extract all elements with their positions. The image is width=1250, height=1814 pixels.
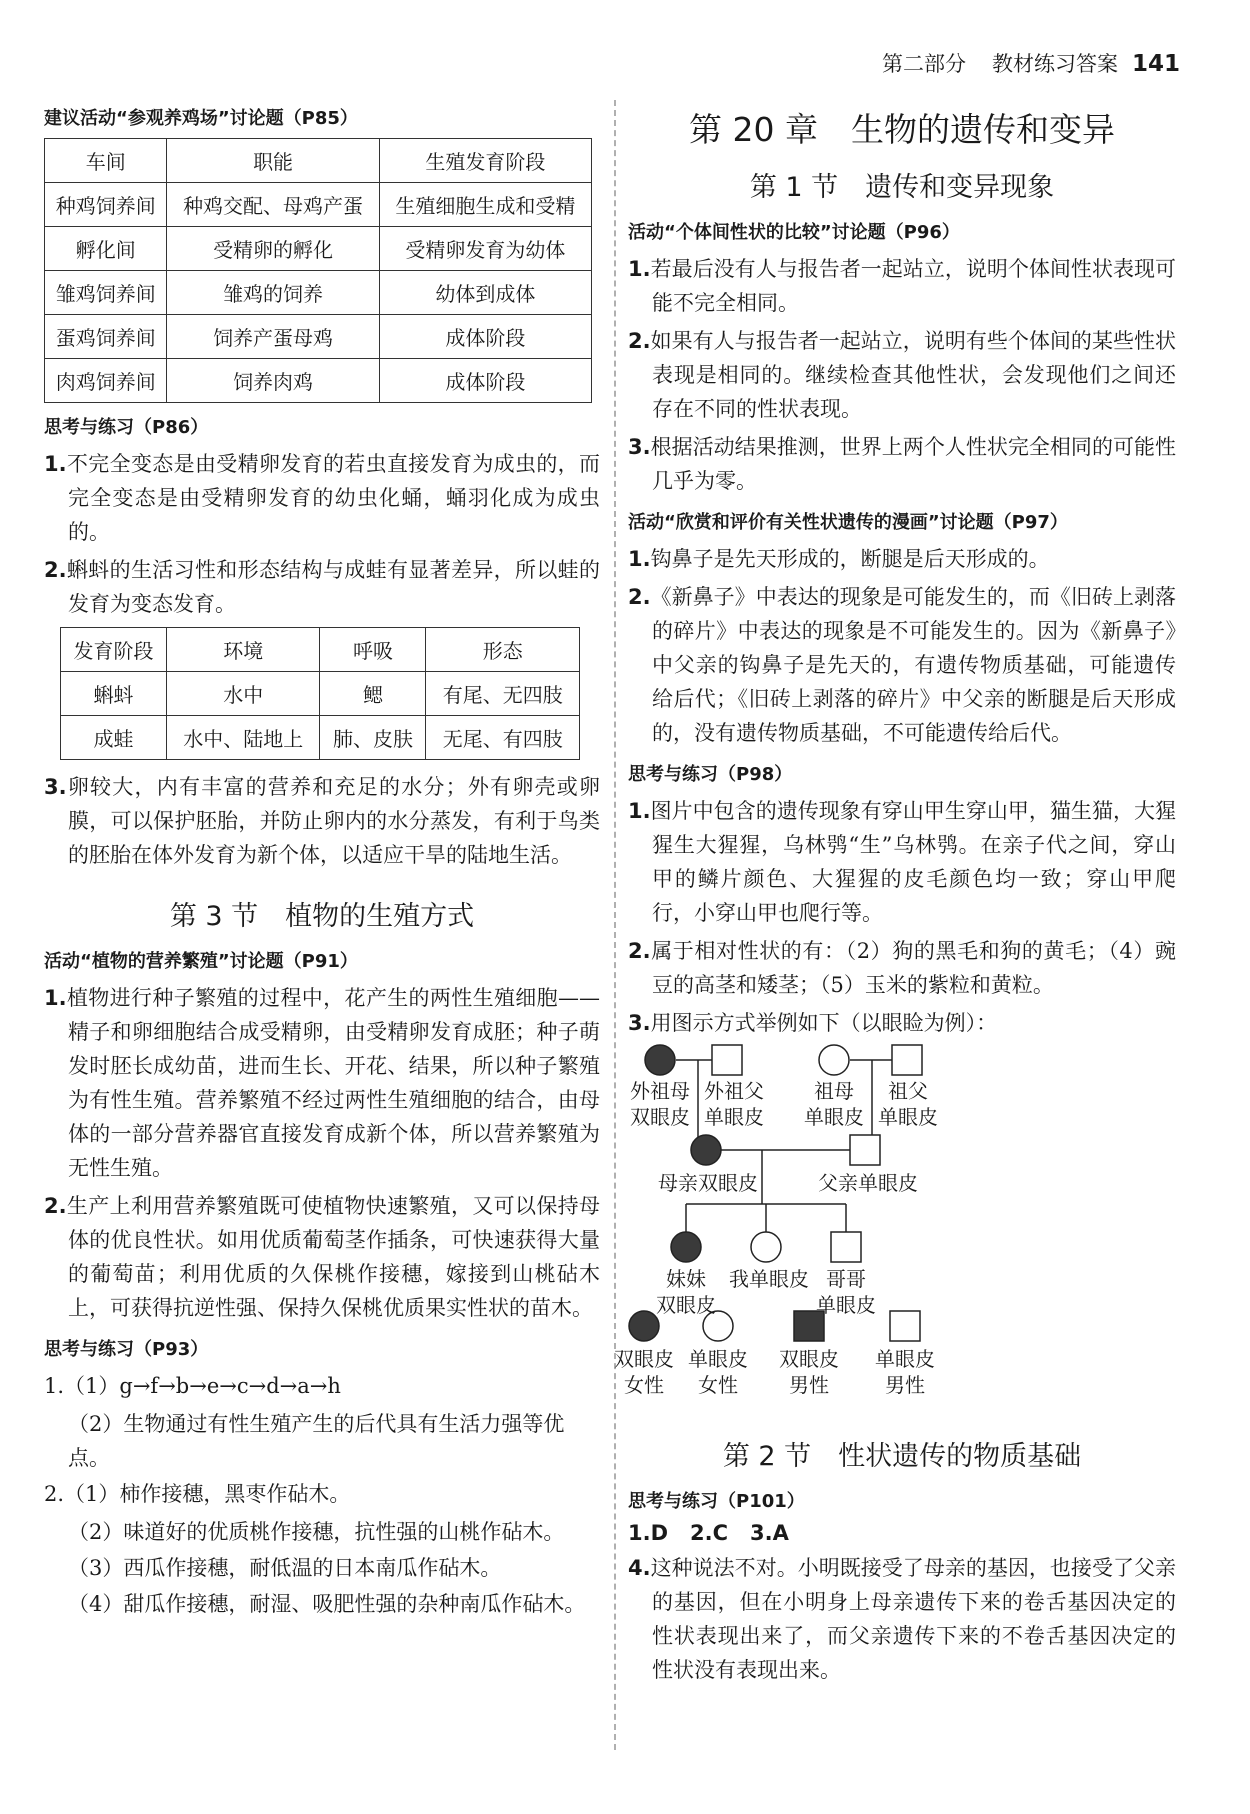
item-number: 1.	[628, 547, 651, 571]
section-title: 第 3 节 植物的生殖方式	[169, 901, 475, 932]
table-cell: 雏鸡饲养间	[45, 271, 167, 315]
table-cell: 无尾、有四肢	[426, 716, 580, 760]
left-column	[44, 100, 600, 1623]
item-text: 不完全变态是由受精卵发育的若虫直接发育为成虫的，而完全变态是由受精卵发育的幼虫化蛹，蛹羽化成为成虫的。	[66, 452, 600, 544]
legend-label: 单眼皮 男性	[875, 1347, 935, 1397]
item-text: 属于相对性状的有：（2）狗的黑毛和狗的黄毛；（4）豌豆的高茎和矮茎；（5）玉米的紫粒和黄粒。	[650, 939, 1176, 997]
item-number: 3.	[44, 775, 67, 799]
mother-symbol	[691, 1135, 721, 1165]
table-cell: 肺、皮肤	[320, 716, 426, 760]
table-cell: 成体阶段	[379, 315, 591, 359]
brother-symbol	[831, 1232, 861, 1262]
answer-item	[44, 981, 600, 1185]
answer-item	[44, 447, 600, 549]
table-cell: 蛋鸡饲养间	[45, 315, 167, 359]
multiple-choice-answers	[628, 1521, 1176, 1545]
table-row	[45, 227, 592, 271]
item-number: 3.	[628, 435, 651, 459]
maternal-grandfather-label: 外祖父 单眼皮	[704, 1079, 764, 1129]
table-cell: 鳃	[320, 672, 426, 716]
father-symbol	[850, 1135, 880, 1165]
header-subtitle: 教材练习答案	[991, 52, 1118, 76]
item-number: 4.	[628, 1556, 651, 1580]
answer-item: 2.（1）柿作接穗，黑枣作砧木。	[44, 1482, 351, 1506]
table-row	[45, 183, 592, 227]
sister-symbol	[671, 1232, 701, 1262]
item-text: 图片中包含的遗传现象有穿山甲生穿山甲，猫生猫，大猩猩生大猩猩，乌林鸮“生”乌林鸮。在亲子代之间，穿山甲的鳞片颜色、大猩猩的皮毛颜色均一致；穿山甲爬行，小穿山甲也爬行等。	[650, 799, 1176, 925]
mother-label: 母亲双眼皮	[658, 1171, 758, 1195]
table-row	[61, 672, 580, 716]
item-number: 1.	[44, 986, 67, 1010]
item-text: 生产上利用营养繁殖既可使植物快速繁殖，又可以保持母体的优良性状。如用优质葡萄茎作插条，可快速获得大量的葡萄苗；利用优质的久保桃作接穗，嫁接到山桃砧木上，可获得抗逆性强、保持久保桃优质果实性状的苗木。	[66, 1194, 600, 1320]
activity-heading: 活动“个体间性状的比较”讨论题（P96）	[628, 222, 960, 243]
section-title: 第 2 节 性状遗传的物质基础	[722, 1441, 1082, 1472]
column-divider	[614, 100, 616, 1750]
answer-item	[44, 770, 600, 872]
maternal-grandfather-symbol	[712, 1045, 742, 1075]
paternal-grandmother-label: 祖母 单眼皮	[804, 1079, 864, 1129]
pedigree-diagram	[614, 1044, 1176, 1424]
answer-item: 1.（1）g→f→b→e→c→d→a→h	[44, 1374, 341, 1398]
legend-single-male-symbol	[890, 1311, 920, 1341]
item-text: 用图示方式举例如下（以眼睑为例）：	[650, 1011, 998, 1035]
item-number: 2.	[628, 585, 651, 609]
item-text: 卵较大，内有丰富的营养和充足的水分；外有卵壳或卵膜，可以保护胚胎，并防止卵内的水分蒸发，有利于鸟类的胚胎在体外发育为新个体，以适应干旱的陆地生活。	[66, 775, 600, 867]
table-header-cell: 车间	[45, 139, 167, 183]
answer-sub-item: （2）味道好的优质桃作接穗，抗性强的山桃作砧木。	[68, 1520, 565, 1544]
section-title: 第 1 节 遗传和变异现象	[749, 172, 1055, 203]
table-cell: 种鸡饲养间	[45, 183, 167, 227]
legend-label: 单眼皮 女性	[688, 1347, 748, 1397]
table-cell: 成蛙	[61, 716, 167, 760]
answer-item	[628, 430, 1176, 498]
item-text: 《新鼻子》中表达的现象是可能发生的，而《旧砖上剥落的碎片》中表达的现象是不可能发生的。因为《新鼻子》中父亲的钩鼻子是先天的，有遗传物质基础，可能遗传给后代；《旧砖上剥落的碎片》中父亲的断腿是后天形成的，没有遗传物质基础，不可能遗传给后代。	[650, 585, 1176, 745]
table-row	[45, 315, 592, 359]
answer-item	[628, 542, 1176, 576]
table-cell: 生殖细胞生成和受精	[379, 183, 591, 227]
paternal-grandfather-symbol	[892, 1045, 922, 1075]
table-row	[45, 359, 592, 403]
answer-item	[628, 1006, 1176, 1040]
chicken-farm-table	[44, 138, 592, 403]
item-text: 若最后没有人与报告者一起站立，说明个体间性状表现可能不完全相同。	[650, 257, 1176, 315]
answer-sub-item: （3）西瓜作接穗，耐低温的日本南瓜作砧木。	[68, 1556, 502, 1580]
table-cell: 水中	[166, 672, 320, 716]
legend-label: 双眼皮 男性	[779, 1347, 839, 1397]
item-number: 2.	[628, 939, 651, 963]
father-label: 父亲单眼皮	[818, 1171, 918, 1195]
item-number: 2.	[44, 558, 67, 582]
table-header-row	[45, 139, 592, 183]
item-number: 2.	[44, 1194, 67, 1218]
header-section: 第二部分	[881, 52, 966, 76]
chapter-title: 第 20 章 生物的遗传和变异	[689, 110, 1115, 149]
item-text: 根据活动结果推测，世界上两个人性状完全相同的可能性几乎为零。	[650, 435, 1176, 493]
answer-item	[628, 934, 1176, 1002]
table-header-cell: 发育阶段	[61, 628, 167, 672]
table-cell: 孵化间	[45, 227, 167, 271]
item-number: 1.	[44, 452, 67, 476]
item-text: 钩鼻子是先天形成的，断腿是后天形成的。	[650, 547, 1050, 571]
sister-label: 妹妹 双眼皮	[656, 1267, 716, 1317]
table-row	[61, 716, 580, 760]
answer-item	[628, 1551, 1176, 1687]
exercise-heading: 思考与练习（P98）	[628, 764, 793, 785]
exercise-heading: 思考与练习（P101）	[628, 1491, 805, 1512]
page-number: 141	[1131, 51, 1180, 77]
answer-item	[44, 553, 600, 621]
table-cell: 肉鸡饲养间	[45, 359, 167, 403]
answer-sub-item: （4）甜瓜作接穗，耐湿、吸肥性强的杂种南瓜作砧木。	[68, 1592, 586, 1616]
me-symbol	[751, 1232, 781, 1262]
table-header-cell: 形态	[426, 628, 580, 672]
table-header-cell: 呼吸	[320, 628, 426, 672]
table-cell: 受精卵的孵化	[167, 227, 379, 271]
item-text: 如果有人与报告者一起站立，说明有些个体间的某些性状表现是相同的。继续检查其他性状，会发现他们之间还存在不同的性状表现。	[650, 329, 1176, 421]
activity-heading: 活动“欣赏和评价有关性状遗传的漫画”讨论题（P97）	[628, 512, 1068, 533]
table-header-row	[61, 628, 580, 672]
right-column	[614, 100, 1176, 1691]
table-cell: 幼体到成体	[379, 271, 591, 315]
table-cell: 成体阶段	[379, 359, 591, 403]
me-label: 我单眼皮	[729, 1267, 809, 1291]
maternal-grandmother-label: 外祖母 双眼皮	[630, 1079, 690, 1129]
item-text: 这种说法不对。小明既接受了母亲的基因，也接受了父亲的基因，但在小明身上母亲遗传下来的卷舌基因决定的性状表现出来了，而父亲遗传下来的不卷舌基因决定的性状没有表现出来。	[650, 1556, 1176, 1682]
table-header-cell: 生殖发育阶段	[379, 139, 591, 183]
paternal-grandfather-label: 祖父 单眼皮	[878, 1079, 938, 1129]
item-number: 3.	[628, 1011, 651, 1035]
page-header	[882, 48, 1180, 78]
exercise-heading: 思考与练习（P93）	[44, 1339, 209, 1360]
table-cell: 饲养肉鸡	[167, 359, 379, 403]
table-cell: 受精卵发育为幼体	[379, 227, 591, 271]
item-number: 1.	[628, 799, 651, 823]
answer-choice: 3.A	[750, 1521, 789, 1545]
table-header-cell: 职能	[167, 139, 379, 183]
item-number: 1.	[628, 257, 651, 281]
table-cell: 有尾、无四肢	[426, 672, 580, 716]
table-cell: 水中、陆地上	[166, 716, 320, 760]
activity-heading: 建议活动“参观养鸡场”讨论题（P85）	[44, 108, 358, 129]
table-cell: 雏鸡的饲养	[167, 271, 379, 315]
exercise-heading: 思考与练习（P86）	[44, 417, 209, 438]
frog-development-table	[60, 627, 580, 760]
activity-heading: 活动“植物的营养繁殖”讨论题（P91）	[44, 951, 358, 972]
answer-item	[628, 324, 1176, 426]
item-number: 2.	[628, 329, 651, 353]
answer-item	[44, 1189, 600, 1325]
answer-item	[628, 794, 1176, 930]
table-cell: 蝌蚪	[61, 672, 167, 716]
answer-choice: 1.D	[628, 1521, 669, 1545]
maternal-grandmother-symbol	[645, 1045, 675, 1075]
item-text: 蝌蚪的生活习性和形态结构与成蛙有显著差异，所以蛙的发育为变态发育。	[66, 558, 600, 616]
paternal-grandmother-symbol	[819, 1045, 849, 1075]
table-row	[45, 271, 592, 315]
answer-sub-item: （2）生物通过有性生殖产生的后代具有生活力强等优点。	[68, 1412, 565, 1470]
item-text: 植物进行种子繁殖的过程中，花产生的两性生殖细胞——精子和卵细胞结合成受精卵，由受精卵发育成胚；种子萌发时胚长成幼苗，进而生长、开花、结果，所以种子繁殖为有性生殖。营养繁殖不经过两性生殖细胞的结合，由母体的一部分营养器官直接发育成新个体，所以营养繁殖为无性生殖。	[66, 986, 600, 1180]
answer-choice: 2.C	[690, 1521, 729, 1545]
table-header-cell: 环境	[166, 628, 320, 672]
answer-item	[628, 252, 1176, 320]
brother-label: 哥哥 单眼皮	[816, 1267, 876, 1317]
answer-item	[628, 580, 1176, 750]
table-cell: 种鸡交配、母鸡产蛋	[167, 183, 379, 227]
table-cell: 饲养产蛋母鸡	[167, 315, 379, 359]
legend-label: 双眼皮 女性	[614, 1347, 674, 1397]
